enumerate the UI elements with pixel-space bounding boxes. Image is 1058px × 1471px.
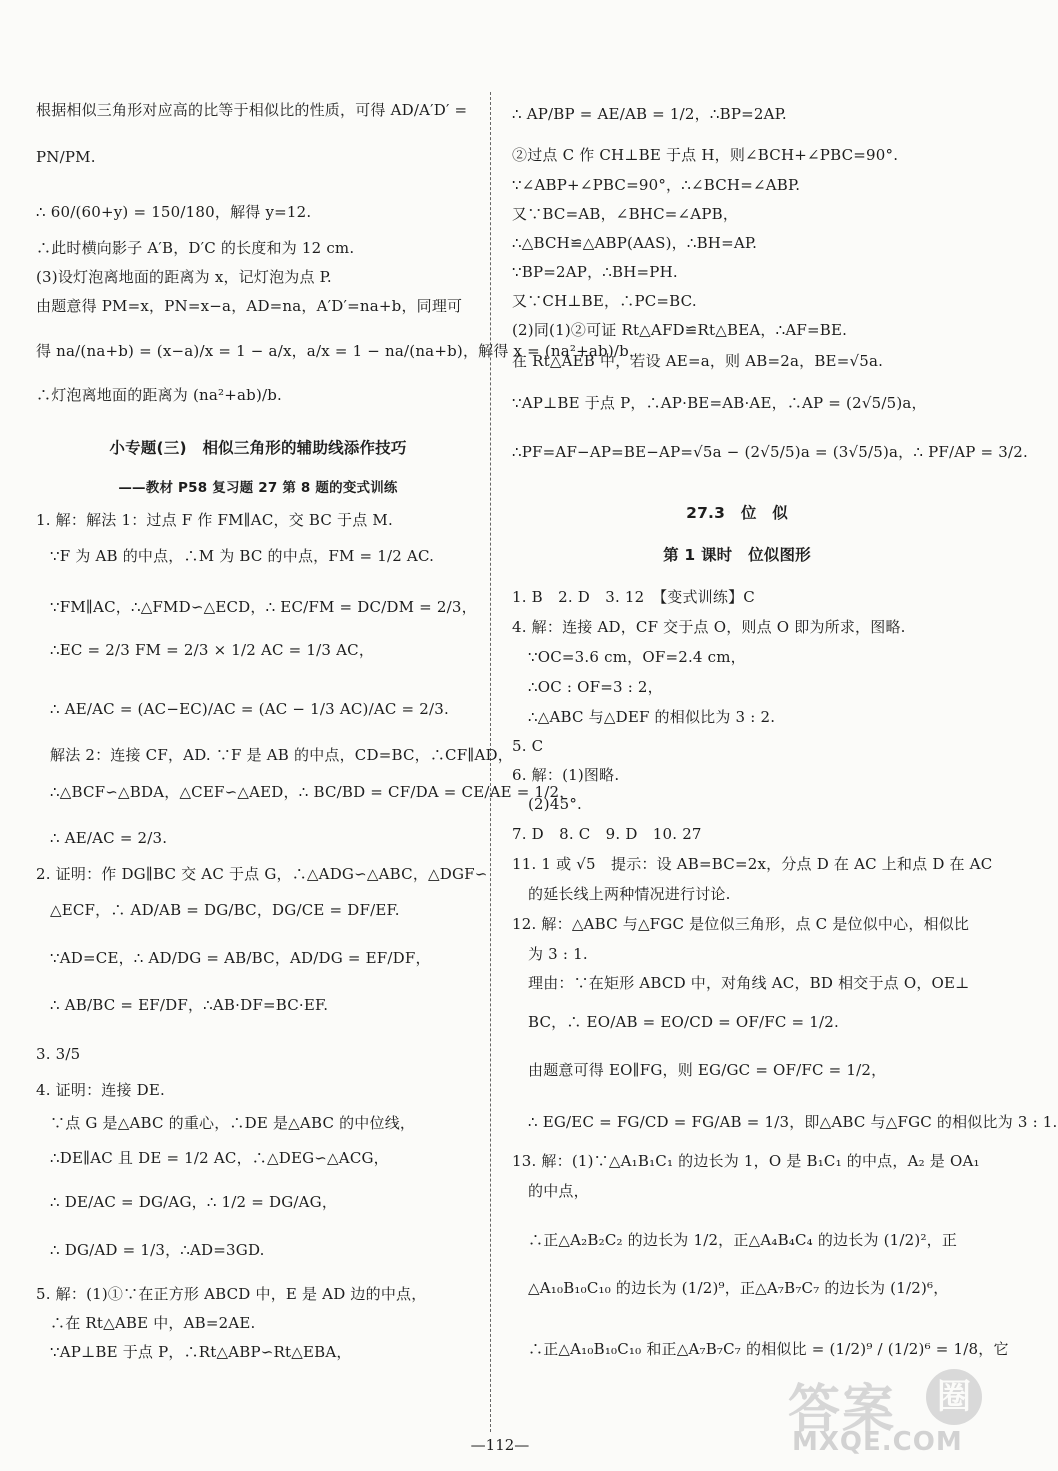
text-line: ∴ EG/EC = FG/CD = FG/AB = 1/3，即△ABC 与△FGC 的相似比为 3 : 1. — [528, 1113, 1058, 1131]
text-line: ∴DE∥AC 且 DE = 1/2 AC，∴△DEG∽△ACG， — [50, 1149, 389, 1167]
text-line: BC，∴ EO/AB = EO/CD = OF/FC = 1/2. — [528, 1013, 839, 1031]
watermark — [782, 1367, 982, 1459]
section-subtitle: ——教材 P58 复习题 27 第 8 题的变式训练 — [118, 480, 398, 496]
watermark-badge: 圈 — [926, 1369, 982, 1425]
text-line: ∴ AP/BP = AE/AB = 1/2，∴BP=2AP. — [512, 105, 787, 123]
text-line: 4. 解：连接 AD，CF 交于点 O，则点 O 即为所求，图略. — [512, 618, 906, 636]
text-line: 3. 3/5 — [36, 1045, 81, 1063]
text-line: 4. 证明：连接 DE. — [36, 1081, 165, 1099]
text-line: ∴EC = 2/3 FM = 2/3 × 1/2 AC = 1/3 AC， — [50, 641, 375, 659]
lesson-title: 第 1 课时 位似图形 — [663, 546, 811, 564]
text-line: 1. B 2. D 3. 12 【变式训练】C — [512, 588, 755, 606]
text-line: ∴灯泡离地面的距离为 (na²+ab)/b. — [36, 386, 283, 404]
text-line: (3)设灯泡离地面的距离为 x，记灯泡为点 P. — [36, 268, 332, 286]
text-line: ∵∠ABP+∠PBC=90°，∴∠BCH=∠ABP. — [512, 176, 801, 194]
section-title: 27.3 位 似 — [686, 504, 788, 522]
text-line: ∵OC=3.6 cm，OF=2.4 cm， — [528, 648, 746, 666]
text-line: ∴正△A₁₀B₁₀C₁₀ 和正△A₇B₇C₇ 的相似比 = (1/2)⁹ / (1/2)⁶ = 1/8，它 — [528, 1340, 1009, 1358]
text-line: ∴ DG/AD = 1/3，∴AD=3GD. — [50, 1241, 265, 1259]
text-line: 11. 1 或 √5 提示：设 AB=BC=2x，分点 D 在 AC 上和点 D 在 AC — [512, 855, 993, 873]
text-line: ∵AD=CE，∴ AD/DG = AB/BC，AD/DG = EF/DF， — [50, 949, 431, 967]
text-line: 在 Rt△AEB 中，若设 AE=a，则 AB=2a，BE=√5a. — [512, 352, 884, 370]
text-line: ∵AP⊥BE 于点 P，∴AP·BE=AB·AE，∴AP = (2√5/5)a， — [512, 394, 927, 412]
text-line: 由题意得 PM=x，PN=x−a，AD=na，A′D′=na+b，同理可 — [36, 297, 463, 315]
text-line: ②过点 C 作 CH⊥BE 于点 H，则∠BCH+∠PBC=90°. — [512, 146, 899, 164]
text-line: 6. 解：(1)图略. — [512, 766, 620, 784]
text-line: 5. C — [512, 737, 544, 755]
watermark-text: 答案 — [788, 1380, 897, 1440]
text-line: ∴△BCH≌△ABP(AAS)，∴BH=AP. — [512, 234, 758, 252]
text-line: 得 na/(na+b) = (x−a)/x = 1 − a/x，a/x = 1 − na/(na+b)，解得 x = (na²+ab)/b， — [36, 342, 645, 360]
text-line: ∴ AB/BC = EF/DF，∴AB·DF=BC·EF. — [50, 996, 329, 1014]
text-line: 又∵CH⊥BE，∴PC=BC. — [512, 292, 697, 310]
text-line: 7. D 8. C 9. D 10. 27 — [512, 825, 702, 843]
text-line: PN/PM. — [36, 148, 96, 166]
text-line: 的延长线上两种情况进行讨论. — [528, 885, 731, 903]
text-line: ∵BP=2AP，∴BH=PH. — [512, 263, 678, 281]
text-line: ∴在 Rt△ABE 中，AB=2AE. — [50, 1314, 256, 1332]
text-line: 5. 解：(1)①∵在正方形 ABCD 中，E 是 AD 边的中点， — [36, 1285, 427, 1303]
watermark-url: MXQE.COM — [792, 1427, 963, 1457]
text-line: ∴△BCF∽△BDA，△CEF∽△AED，∴ BC/BD = CF/DA = CE/AE = 1/2， — [50, 783, 575, 801]
text-line: 为 3 : 1. — [528, 945, 588, 963]
text-line: ∴△ABC 与△DEF 的相似比为 3 : 2. — [528, 708, 776, 726]
text-line: ∵F 为 AB 的中点，∴M 为 BC 的中点，FM = 1/2 AC. — [50, 547, 435, 565]
text-line: 理由：∵在矩形 ABCD 中，对角线 AC，BD 相交于点 O，OE⊥ — [528, 974, 970, 992]
text-line: ∴ AE/AC = (AC−EC)/AC = (AC − 1/3 AC)/AC = 2/3. — [50, 700, 449, 718]
text-line: 2. 证明：作 DG∥BC 交 AC 于点 G，∴△ADG∽△ABC，△DGF∽ — [36, 865, 488, 883]
text-line: ∴正△A₂B₂C₂ 的边长为 1/2，正△A₄B₄C₄ 的边长为 (1/2)²，正 — [528, 1231, 958, 1249]
text-line: ∴OC : OF=3 : 2， — [528, 678, 663, 696]
page-number: —112— — [470, 1436, 530, 1454]
text-line: 又∵BC=AB，∠BHC=∠APB， — [512, 205, 739, 223]
text-line: ∵AP⊥BE 于点 P，∴Rt△ABP∽Rt△EBA， — [50, 1343, 352, 1361]
text-line: 13. 解：(1)∵△A₁B₁C₁ 的边长为 1，O 是 B₁C₁ 的中点，A₂ 是 OA₁ — [512, 1152, 980, 1170]
text-line: 的中点， — [528, 1182, 589, 1200]
text-line: 根据相似三角形对应高的比等于相似比的性质，可得 AD/A′D′ = — [36, 101, 468, 119]
text-line: 由题意可得 EO∥FG，则 EG/GC = OF/FC = 1/2， — [528, 1061, 887, 1079]
text-line: 1. 解：解法 1：过点 F 作 FM∥AC，交 BC 于点 M. — [36, 511, 393, 529]
section-title: 小专题(三) 相似三角形的辅助线添作技巧 — [109, 439, 407, 457]
text-line: (2)同(1)②可证 Rt△AFD≌Rt△BEA，∴AF=BE. — [512, 321, 848, 339]
text-line: ∴此时横向影子 A′B，D′C 的长度和为 12 cm. — [36, 239, 355, 257]
text-line: 12. 解：△ABC 与△FGC 是位似三角形，点 C 是位似中心，相似比 — [512, 915, 970, 933]
text-line: ∴ 60/(60+y) = 150/180，解得 y=12. — [36, 203, 312, 221]
text-line: ∴PF=AF−AP=BE−AP=√5a − (2√5/5)a = (3√5/5)a，∴ PF/AP = 3/2. — [512, 443, 1028, 461]
text-line: ∵点 G 是△ABC 的重心，∴DE 是△ABC 的中位线， — [50, 1114, 416, 1132]
text-line: ∴ DE/AC = DG/AG，∴ 1/2 = DG/AG， — [50, 1193, 338, 1211]
text-line: △ECF，∴ AD/AB = DG/BC，DG/CE = DF/EF. — [50, 901, 400, 919]
text-line: ∵FM∥AC，∴△FMD∽△ECD，∴ EC/FM = DC/DM = 2/3， — [50, 598, 477, 616]
text-line: (2)45°. — [528, 795, 583, 813]
text-line: ∴ AE/AC = 2/3. — [50, 829, 168, 847]
text-line: △A₁₀B₁₀C₁₀ 的边长为 (1/2)⁹，正△A₇B₇C₇ 的边长为 (1/2)⁶， — [528, 1279, 949, 1297]
text-line: 解法 2：连接 CF，AD. ∵F 是 AB 的中点，CD=BC，∴CF∥AD， — [50, 746, 513, 764]
